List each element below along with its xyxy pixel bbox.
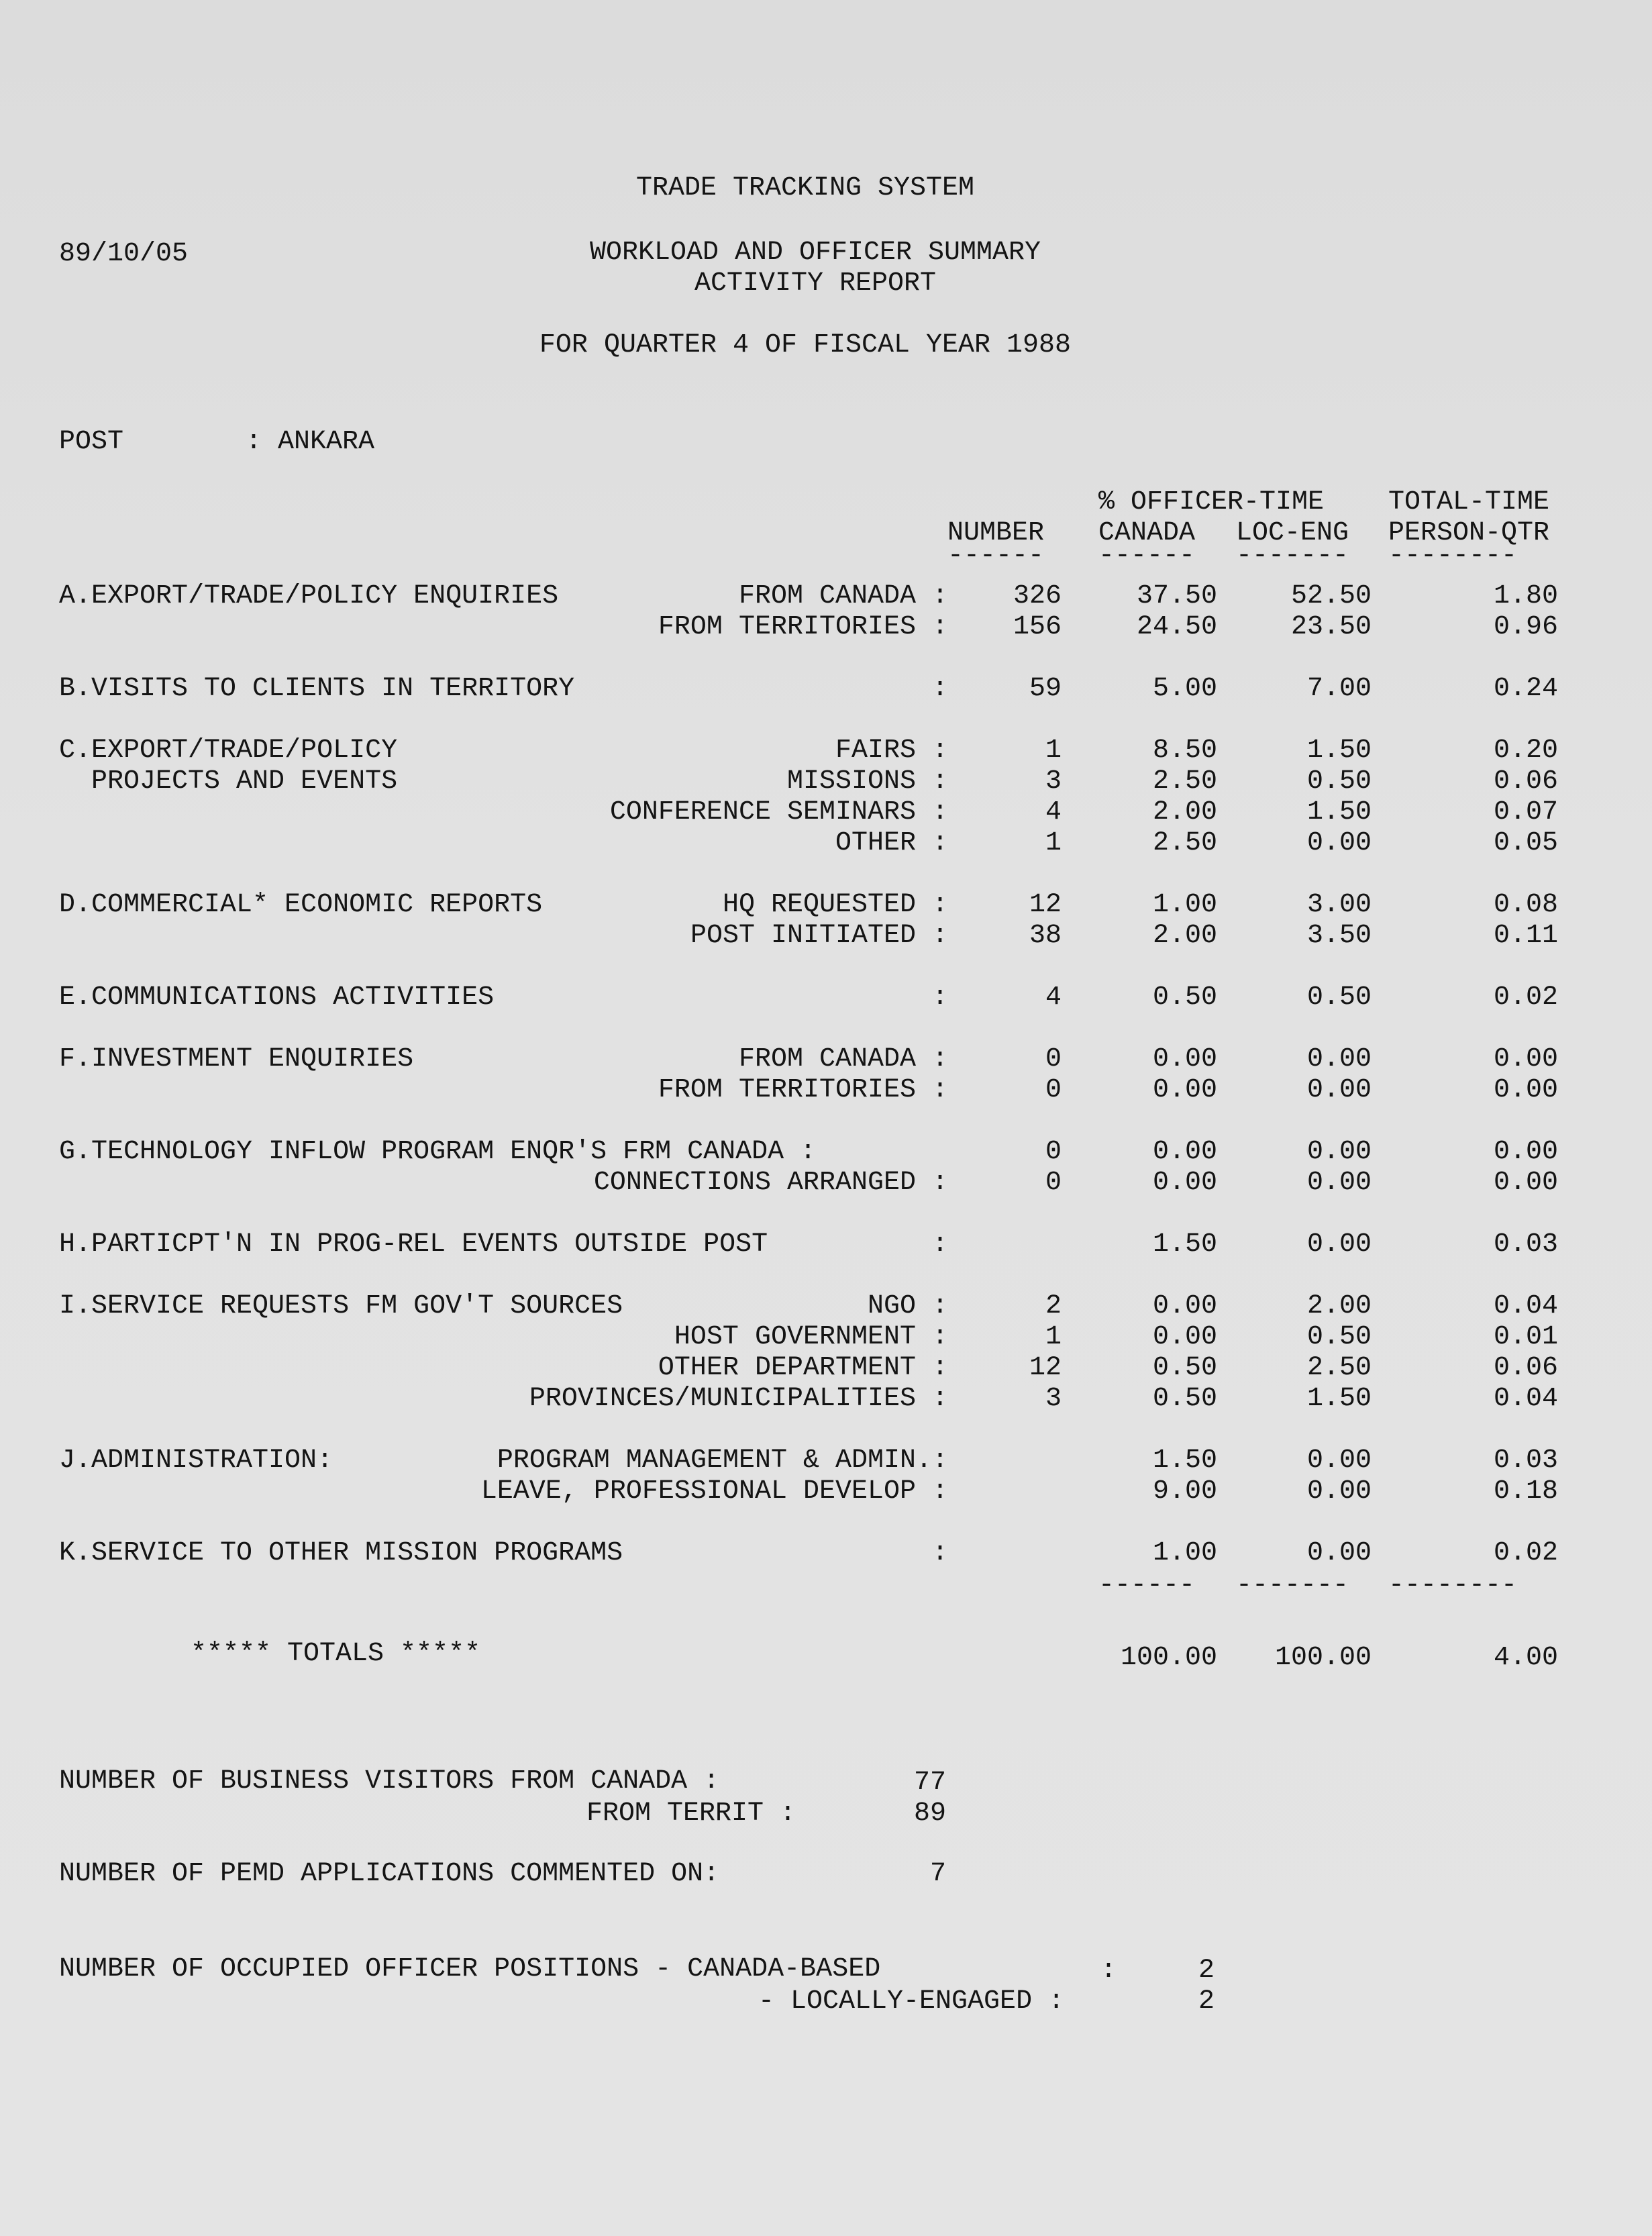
row-number: 0 — [1045, 1075, 1062, 1105]
row-canada: 0.00 — [1152, 1322, 1217, 1352]
row-person-qtr: 0.96 — [1493, 612, 1558, 642]
row-person-qtr: 0.00 — [1493, 1168, 1558, 1198]
row-person-qtr: 0.06 — [1493, 1353, 1558, 1383]
totals-canada: 100.00 — [1120, 1643, 1217, 1673]
row-sublabel: FAIRS : — [835, 735, 948, 766]
row-canada: 0.00 — [1152, 1137, 1217, 1167]
row-sublabel: CONNECTIONS ARRANGED : — [593, 1168, 948, 1198]
row-label: J.ADMINISTRATION: — [59, 1445, 333, 1476]
business-visitors-territ: 89 — [913, 1798, 946, 1829]
column-underline-person-qtr: -------- — [1388, 541, 1518, 571]
officer-positions-local: 2 — [1198, 1986, 1215, 2017]
row-sublabel: CONFERENCE SEMINARS : — [609, 797, 948, 827]
row-loc-eng: 2.50 — [1306, 1353, 1372, 1383]
post-label: POST — [59, 427, 124, 457]
row-loc-eng: 3.00 — [1306, 890, 1372, 920]
row-sublabel: FROM CANADA : — [738, 581, 948, 611]
row-person-qtr: 1.80 — [1493, 581, 1558, 611]
row-person-qtr: 0.01 — [1493, 1322, 1558, 1352]
row-sublabel: NGO : — [867, 1291, 948, 1321]
row-loc-eng: 0.00 — [1306, 1044, 1372, 1074]
row-sublabel: PROVINCES/MUNICIPALITIES : — [529, 1384, 948, 1414]
officer-positions-local-label: - LOCALLY-ENGAGED : — [758, 1986, 1065, 2017]
totals-underline-person-qtr: -------- — [1388, 1570, 1518, 1600]
row-number: 4 — [1045, 797, 1062, 827]
business-visitors-label: NUMBER OF BUSINESS VISITORS FROM CANADA : — [59, 1766, 720, 1796]
row-person-qtr: 0.03 — [1493, 1445, 1558, 1476]
business-visitors-canada: 77 — [913, 1768, 946, 1798]
row-person-qtr: 0.24 — [1493, 674, 1558, 704]
row-person-qtr: 0.18 — [1493, 1476, 1558, 1507]
row-loc-eng: 0.50 — [1306, 1322, 1372, 1352]
row-person-qtr: 0.02 — [1493, 982, 1558, 1013]
row-sublabel: OTHER DEPARTMENT : — [658, 1353, 948, 1383]
row-person-qtr: 0.04 — [1493, 1291, 1558, 1321]
row-sublabel: OTHER : — [835, 828, 948, 858]
row-sublabel: FROM TERRITORIES : — [658, 612, 948, 642]
column-underline-loc-eng: ------- — [1236, 541, 1349, 571]
report-title-line-1: WORKLOAD AND OFFICER SUMMARY — [589, 238, 1041, 268]
row-canada: 2.00 — [1152, 797, 1217, 827]
row-loc-eng: 1.50 — [1306, 797, 1372, 827]
row-sublabel: PROGRAM MANAGEMENT & ADMIN.: — [497, 1445, 948, 1476]
row-canada: 0.00 — [1152, 1168, 1217, 1198]
row-sublabel: LEAVE, PROFESSIONAL DEVELOP : — [480, 1476, 948, 1507]
row-sublabel: : — [931, 1538, 948, 1568]
row-canada: 0.00 — [1152, 1044, 1217, 1074]
row-label: PROJECTS AND EVENTS — [59, 766, 398, 797]
row-person-qtr: 0.08 — [1493, 890, 1558, 920]
row-label: D.COMMERCIAL* ECONOMIC REPORTS — [59, 890, 543, 920]
pemd-applications-label: NUMBER OF PEMD APPLICATIONS COMMENTED ON: — [59, 1859, 720, 1889]
row-canada: 2.50 — [1152, 766, 1217, 797]
row-number: 12 — [1029, 890, 1062, 920]
row-loc-eng: 52.50 — [1290, 581, 1372, 611]
row-person-qtr: 0.00 — [1493, 1044, 1558, 1074]
row-loc-eng: 23.50 — [1290, 612, 1372, 642]
row-label: H.PARTICPT'N IN PROG-REL EVENTS OUTSIDE POST — [59, 1229, 768, 1260]
row-canada: 2.50 — [1152, 828, 1217, 858]
column-header-number: NUMBER — [947, 518, 1045, 548]
row-person-qtr: 0.02 — [1493, 1538, 1558, 1568]
row-loc-eng: 1.50 — [1306, 1384, 1372, 1414]
column-header-pct-officer-time: % OFFICER-TIME — [1098, 487, 1325, 517]
row-number: 3 — [1045, 1384, 1062, 1414]
row-loc-eng: 0.00 — [1306, 1445, 1372, 1476]
row-canada: 0.00 — [1152, 1075, 1217, 1105]
row-loc-eng: 0.00 — [1306, 1229, 1372, 1260]
row-canada: 1.50 — [1152, 1445, 1217, 1476]
row-number: 59 — [1029, 674, 1062, 704]
business-visitors-territ-label: FROM TERRIT : — [586, 1798, 796, 1829]
row-canada: 1.00 — [1152, 890, 1217, 920]
row-canada: 0.50 — [1152, 982, 1217, 1013]
row-sublabel: : — [931, 674, 948, 704]
row-number: 0 — [1045, 1168, 1062, 1198]
row-loc-eng: 0.00 — [1306, 1476, 1372, 1507]
column-underline-number: ------ — [947, 541, 1045, 571]
totals-label: ***** TOTALS ***** — [191, 1639, 481, 1669]
row-loc-eng: 0.00 — [1306, 1137, 1372, 1167]
row-number: 0 — [1045, 1137, 1062, 1167]
row-label: K.SERVICE TO OTHER MISSION PROGRAMS — [59, 1538, 623, 1568]
row-label: E.COMMUNICATIONS ACTIVITIES — [59, 982, 495, 1013]
row-sublabel: FROM CANADA : — [738, 1044, 948, 1074]
row-canada: 0.00 — [1152, 1291, 1217, 1321]
row-number: 2 — [1045, 1291, 1062, 1321]
row-canada: 1.50 — [1152, 1229, 1217, 1260]
row-label: A.EXPORT/TRADE/POLICY ENQUIRIES — [59, 581, 559, 611]
row-canada: 0.50 — [1152, 1384, 1217, 1414]
totals-underline-loc-eng: ------- — [1236, 1570, 1349, 1600]
row-number: 1 — [1045, 828, 1062, 858]
post-value: : ANKARA — [246, 427, 375, 457]
row-sublabel: HQ REQUESTED : — [722, 890, 948, 920]
row-loc-eng: 0.50 — [1306, 766, 1372, 797]
row-number: 156 — [1013, 612, 1062, 642]
officer-positions-label: NUMBER OF OCCUPIED OFFICER POSITIONS - CANADA-BASED — [59, 1954, 881, 1984]
row-number: 3 — [1045, 766, 1062, 797]
row-person-qtr: 0.00 — [1493, 1137, 1558, 1167]
row-loc-eng: 0.50 — [1306, 982, 1372, 1013]
row-person-qtr: 0.00 — [1493, 1075, 1558, 1105]
totals-person-qtr: 4.00 — [1493, 1643, 1558, 1673]
row-sublabel: MISSIONS : — [786, 766, 948, 797]
row-loc-eng: 0.00 — [1306, 1075, 1372, 1105]
row-canada: 9.00 — [1152, 1476, 1217, 1507]
row-canada: 24.50 — [1136, 612, 1217, 642]
totals-loc-eng: 100.00 — [1274, 1643, 1372, 1673]
row-canada: 0.50 — [1152, 1353, 1217, 1383]
column-underline-canada: ------ — [1098, 541, 1196, 571]
row-loc-eng: 7.00 — [1306, 674, 1372, 704]
row-sublabel: : — [931, 982, 948, 1013]
officer-positions-canada-colon: : — [1100, 1955, 1117, 1986]
column-header-total-time: TOTAL-TIME — [1388, 487, 1550, 517]
row-sublabel: : — [931, 1229, 948, 1260]
row-label: B.VISITS TO CLIENTS IN TERRITORY — [59, 674, 575, 704]
row-person-qtr: 0.04 — [1493, 1384, 1558, 1414]
row-number: 1 — [1045, 1322, 1062, 1352]
row-loc-eng: 1.50 — [1306, 735, 1372, 766]
officer-positions-canada: 2 — [1198, 1955, 1215, 1986]
row-person-qtr: 0.20 — [1493, 735, 1558, 766]
row-number: 326 — [1013, 581, 1062, 611]
row-number: 4 — [1045, 982, 1062, 1013]
row-person-qtr: 0.06 — [1493, 766, 1558, 797]
row-person-qtr: 0.05 — [1493, 828, 1558, 858]
row-person-qtr: 0.07 — [1493, 797, 1558, 827]
row-person-qtr: 0.03 — [1493, 1229, 1558, 1260]
system-title: TRADE TRACKING SYSTEM — [635, 173, 975, 203]
column-header-canada: CANADA — [1098, 518, 1196, 548]
totals-underline-canada: ------ — [1098, 1570, 1196, 1600]
row-sublabel: HOST GOVERNMENT : — [674, 1322, 948, 1352]
row-sublabel: FROM TERRITORIES : — [658, 1075, 948, 1105]
row-label: C.EXPORT/TRADE/POLICY — [59, 735, 398, 766]
pemd-applications-value: 7 — [929, 1859, 946, 1889]
row-label: G.TECHNOLOGY INFLOW PROGRAM ENQR'S FRM CANADA : — [59, 1137, 817, 1167]
row-number: 12 — [1029, 1353, 1062, 1383]
report-date: 89/10/05 — [59, 239, 189, 269]
row-canada: 5.00 — [1152, 674, 1217, 704]
row-label: I.SERVICE REQUESTS FM GOV'T SOURCES — [59, 1291, 623, 1321]
row-person-qtr: 0.11 — [1493, 921, 1558, 951]
row-canada: 1.00 — [1152, 1538, 1217, 1568]
row-canada: 8.50 — [1152, 735, 1217, 766]
row-loc-eng: 0.00 — [1306, 828, 1372, 858]
row-loc-eng: 3.50 — [1306, 921, 1372, 951]
row-canada: 2.00 — [1152, 921, 1217, 951]
row-canada: 37.50 — [1136, 581, 1217, 611]
row-loc-eng: 2.00 — [1306, 1291, 1372, 1321]
row-number: 38 — [1029, 921, 1062, 951]
row-sublabel: POST INITIATED : — [690, 921, 948, 951]
row-loc-eng: 0.00 — [1306, 1168, 1372, 1198]
row-loc-eng: 0.00 — [1306, 1538, 1372, 1568]
row-label: F.INVESTMENT ENQUIRIES — [59, 1044, 414, 1074]
column-header-loc-eng: LOC-ENG — [1236, 518, 1349, 548]
column-header-person-qtr: PERSON-QTR — [1388, 518, 1550, 548]
row-number: 1 — [1045, 735, 1062, 766]
row-number: 0 — [1045, 1044, 1062, 1074]
report-period: FOR QUARTER 4 OF FISCAL YEAR 1988 — [539, 330, 1072, 360]
report-title-line-2: ACTIVITY REPORT — [694, 268, 937, 299]
